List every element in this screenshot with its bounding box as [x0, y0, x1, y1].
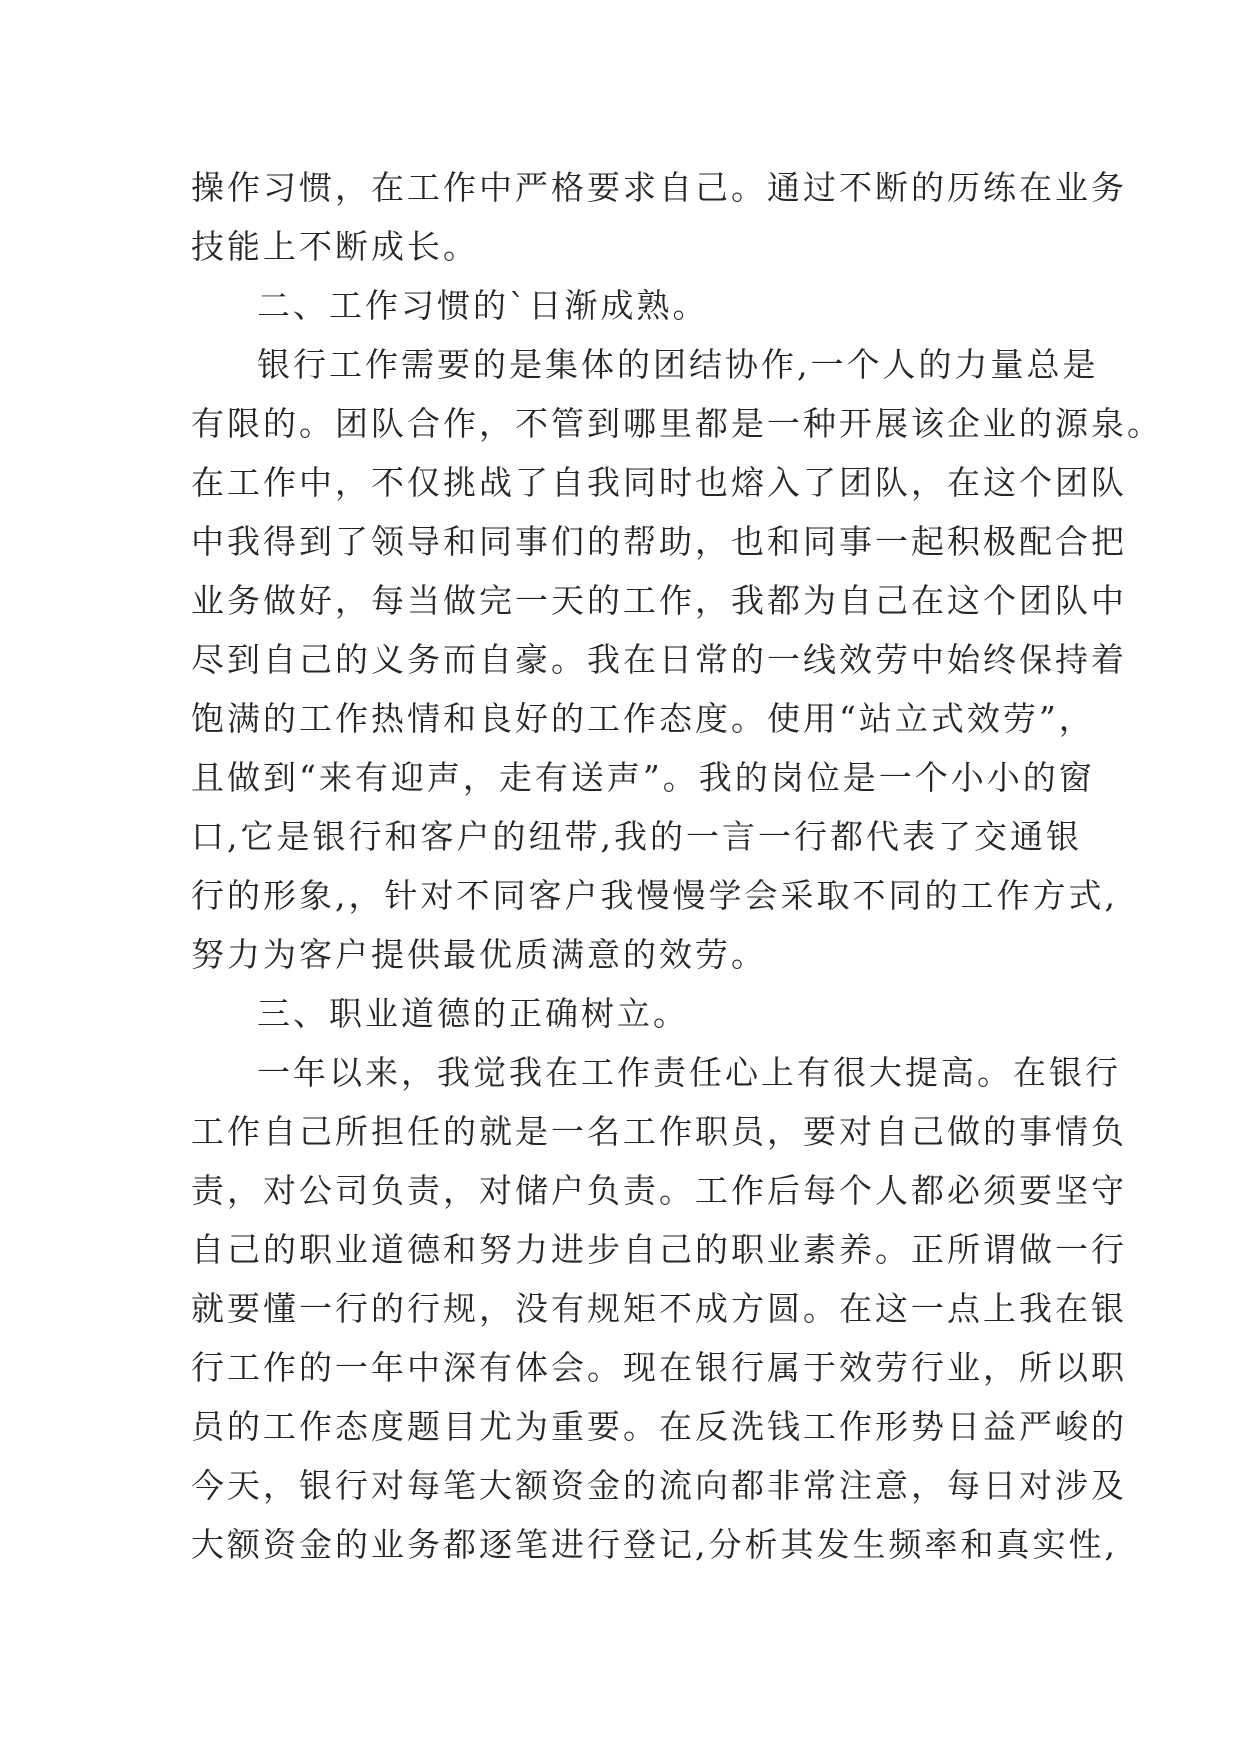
text-line: 就要懂一行的行规，没有规矩不成方圆。在这一点上我在银 [191, 1289, 1127, 1328]
text-line: 努力为客户提供最优质满意的效劳。 [191, 935, 767, 974]
text-line: 行工作的一年中深有体会。现在银行属于效劳行业，所以职 [191, 1348, 1127, 1387]
text-line: 中我得到了领导和同事们的帮助，也和同事一起积极配合把 [191, 522, 1127, 561]
text-line: 一年以来，我觉我在工作责任心上有很大提高。在银行 [257, 1053, 1121, 1092]
text-line: 责，对公司负责，对储户负责。工作后每个人都必须要坚守 [191, 1171, 1127, 1210]
text-line: 且做到“来有迎声，走有送声”。我的岗位是一个小小的窗 [191, 758, 1095, 797]
text-line: 技能上不断成长。 [191, 227, 479, 266]
body-text [191, 158, 1163, 1574]
section-heading: 二、工作习惯的`日渐成熟。 [257, 286, 709, 325]
text-line: 今天，银行对每笔大额资金的流向都非常注意，每日对涉及 [191, 1466, 1127, 1505]
text-line: 口,它是银行和客户的纽带,我的一言一行都代表了交通银 [191, 817, 1082, 856]
text-line: 在工作中，不仅挑战了自我同时也熔入了团队，在这个团队 [191, 463, 1127, 502]
text-line: 饱满的工作热情和良好的工作态度。使用“站立式效劳”， [191, 699, 1095, 738]
text-line: 有限的。团队合作，不管到哪里都是一种开展该企业的源泉。 [191, 404, 1163, 443]
text-line: 银行工作需要的是集体的团结协作,一个人的力量总是 [257, 345, 1099, 384]
text-line: 行的形象,，针对不同客户我慢慢学会采取不同的工作方式, [191, 876, 1118, 915]
text-line: 自己的职业道德和努力进步自己的职业素养。正所谓做一行 [191, 1230, 1127, 1269]
text-line: 操作习惯，在工作中严格要求自己。通过不断的历练在业务 [191, 168, 1127, 207]
text-line: 工作自己所担任的就是一名工作职员，要对自己做的事情负 [191, 1112, 1127, 1151]
text-line: 尽到自己的义务而自豪。我在日常的一线效劳中始终保持着 [191, 640, 1127, 679]
text-line: 大额资金的业务都逐笔进行登记,分析其发生频率和真实性, [191, 1525, 1118, 1564]
text-line: 业务做好，每当做完一天的工作，我都为自己在这个团队中 [191, 581, 1127, 620]
section-heading: 三、职业道德的正确树立。 [257, 994, 689, 1033]
text-line: 员的工作态度题目尤为重要。在反洗钱工作形势日益严峻的 [191, 1407, 1127, 1446]
